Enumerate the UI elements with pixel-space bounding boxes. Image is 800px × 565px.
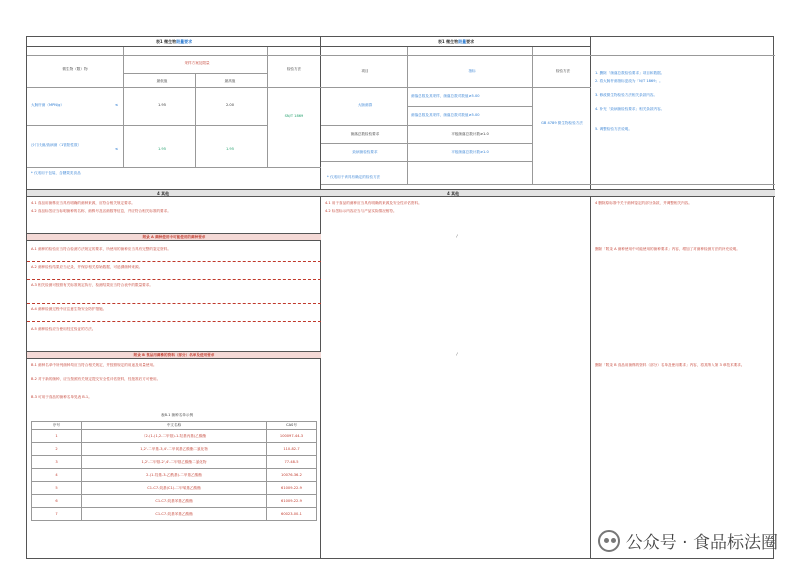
row-name: 1,2'-二甲基-2',4'-二甲基乙酸酯二氯化物: [82, 456, 267, 469]
row-name: 2-(1-羟基-3-乙酰基)-二甲基乙酸酯: [82, 469, 267, 482]
right-method: GB 4789 微生物检验方法: [541, 121, 583, 125]
right-title-blue: 限量: [458, 39, 467, 44]
comparison-sheet: [26, 36, 774, 559]
method-header: 检验方法: [286, 67, 302, 71]
watermark-text: 公众号 · 食品标法圈: [625, 533, 778, 553]
row-cas: 100097-44-3: [267, 430, 317, 443]
right-footnote: * 仅适用于该具有确定的检验方法: [327, 175, 381, 179]
row1-min: 1.95: [157, 103, 166, 107]
table-row: [32, 495, 317, 508]
grid-line: [27, 125, 267, 126]
row-cas: 77-48-5: [267, 456, 317, 469]
row-no: 7: [32, 508, 82, 521]
table-row: [32, 456, 317, 469]
sec4-left-1: 4.1 食品用菌株应当具有明确的菌种来源，应符合相关规定要求。: [31, 201, 135, 205]
row-no: 6: [32, 495, 82, 508]
appendix-b-band: 附录 B 食品用菌株的资料（部分）名单及使用要求: [27, 351, 321, 359]
right-std-header: 指标: [468, 69, 476, 73]
dash-line: [27, 279, 321, 280]
watermark: [598, 528, 778, 553]
row-name: C1-C7-烷基苯基乙酸酯: [82, 508, 267, 521]
appendix-a-band: 附录 A 菌种使用中可能使用的菌种要求: [27, 233, 321, 241]
grid-line: [321, 55, 591, 56]
grid-line: [321, 161, 532, 162]
right-row1-b: 菌落总数及其采样，菌落总数对数值≥5.00: [411, 113, 480, 117]
sec4-right-2: 4.2 标签标示内容应当与产品实际情况相符。: [325, 209, 397, 213]
appA-note: 删除「附录 A 菌种使用中可能使用的菌种要求」内容，增加了对菌种检测方法的补充说明。: [595, 247, 740, 251]
grid-line: [27, 87, 321, 88]
microbe-item-header: 微生物（限）物: [62, 67, 88, 71]
row1-mark: ≤: [115, 103, 119, 107]
note-5: 5. 调整检验方法说明。: [595, 127, 632, 131]
min-header: 最低值: [156, 79, 168, 83]
appA-p2: A.2 菌种检验结果应当记录，并保存相关原始数据，可追溯菌种来源。: [31, 265, 143, 269]
right-row2-value: 平板菌落总数计数≥1.0: [451, 132, 489, 136]
row-cas: 61009-22-9: [267, 495, 317, 508]
note-3: 3. 修改微生物检验方法相关条款内容。: [595, 93, 658, 97]
right-row2-label: 菌落总数检验要求: [350, 132, 380, 136]
row1-max: 2.00: [225, 103, 234, 107]
row-cas: 10076-36-2: [267, 469, 317, 482]
right-row1-a: 菌落总数及其采样，菌落总数对数值≥5.00: [411, 94, 480, 98]
row-no: 3: [32, 456, 82, 469]
row-cas: 110-82-7: [267, 443, 317, 456]
grid-line: [532, 47, 533, 184]
row-name: C1-C7-烷基(C1)-二甲氧基乙酸酯: [82, 482, 267, 495]
left-title-blue: 限量要求: [176, 39, 193, 44]
grid-line: [123, 73, 267, 74]
row2-max: 1.95: [225, 147, 234, 151]
appendix-a-slash: /: [456, 234, 458, 238]
right-row3-label: 致病菌检验要求: [352, 150, 378, 154]
dash-line: [27, 321, 321, 322]
row-name: 1,2'-二甲基-3,4'-二甲氧基乙酸酯二氯化物: [82, 443, 267, 456]
row2-min: 1.95: [157, 147, 166, 151]
sec4-left-2: 4.2 食品标签应当标明菌种的名称、菌株号及活菌数等信息，并应符合相关标准的要求。: [31, 209, 171, 213]
row-cas: 61009-22-9: [267, 482, 317, 495]
grid-line: [321, 125, 532, 126]
grid-line: [591, 55, 775, 56]
left-table-title: [27, 37, 321, 47]
table-b1-title: 表B.1 菌种名单示例: [160, 413, 194, 417]
table-row: [32, 482, 317, 495]
note-4: 4. 补充「致病菌检验要求」相关条款内容。: [595, 107, 665, 111]
appA-p3: A.3 相关检测可按照有关标准规定执行，检测结果应当符合表中的限量要求。: [31, 283, 153, 287]
appB-p1: B.1 菌种名单中所列菌种均应当符合相关规定，并按照规定的用途及用量使用。: [31, 363, 157, 367]
row2-mark: ≤: [115, 147, 119, 151]
row-no: 5: [32, 482, 82, 495]
row-name: C1-C7-烷基苯基乙酸酯: [82, 495, 267, 508]
appA-p1: A.1 菌种的检验应当符合检测方法规定的要求，所使用的菌种应当具有完整的鉴定资料。: [31, 247, 171, 251]
sec4-right-1: 4.1 用于食品的菌种应当具有明确的来源及安全性评估资料。: [325, 201, 422, 205]
grid-line: [321, 184, 775, 185]
species-table: [31, 421, 317, 521]
grid-line: [321, 87, 591, 88]
note-2: 2. 将大肠杆菌指标更改为「N/T 1869」。: [595, 79, 663, 83]
row2-label: 沙门氏菌/致病菌（1管阳性数）: [31, 143, 82, 147]
right-title-text: 表1 微生物: [437, 39, 459, 44]
right-row1-label: 大肠菌群: [357, 103, 373, 107]
col-no-header: 序号: [32, 422, 82, 430]
row-name: （2-(1-(1,2-二甲基)-1-羟基丙基)乙酸酯: [82, 430, 267, 443]
left-title-text: 表1 微生物: [155, 39, 177, 44]
grid-line: [27, 55, 321, 56]
section-4-right-label: 4 其他: [447, 191, 460, 196]
dash-line: [27, 303, 321, 304]
grid-line: [267, 47, 268, 167]
right-title-tail: 要求: [466, 39, 475, 44]
limit-header: 采样方案及限量: [184, 61, 210, 65]
notes-column: [591, 37, 775, 558]
row1-label: 大肠杆菌（MPN/g）: [31, 103, 65, 107]
row1-method: SN/T 1869: [284, 114, 304, 118]
table-row: [32, 443, 317, 456]
right-item-header: 项目: [361, 69, 369, 73]
left-footnote: * 仅适用于包装、含糖果类食品: [31, 171, 81, 175]
row-no: 4: [32, 469, 82, 482]
dash-line: [27, 261, 321, 262]
appB-note: 删除「附录 B 食品用菌株的资料（部分）名单及使用要求」内容，将其纳入第 3 章技术要求。: [595, 363, 745, 367]
right-table-title: [321, 37, 591, 47]
grid-line: [321, 143, 532, 144]
col-name-header: 中文名称: [82, 422, 267, 430]
appB-p2: B.2 对于新的菌种，应当按照有关规定提交安全性评估资料，经批准后方可使用。: [31, 377, 161, 381]
section-4-left-label: 4 其他: [157, 191, 170, 196]
col-cas-header: CAS号: [267, 422, 317, 430]
table-row: [32, 469, 317, 482]
grid-line: [27, 167, 321, 168]
section-4-band: [27, 189, 775, 197]
grid-line: [123, 47, 124, 167]
wechat-icon: [598, 530, 620, 552]
table-row: [32, 430, 317, 443]
appB-p3: B.3 可用于食品的菌种名单见表 B.1。: [31, 395, 92, 399]
table-header-row: [32, 422, 317, 430]
row-cas: 60023-00-1: [267, 508, 317, 521]
appA-p5: A.5 菌种检验应当使用经过验证的方法。: [31, 327, 96, 331]
table-row: [32, 508, 317, 521]
row-no: 1: [32, 430, 82, 443]
appendix-b-slash: /: [456, 352, 458, 356]
row-no: 2: [32, 443, 82, 456]
appA-p4: A.4 菌种检测过程中应注意生物安全防护措施。: [31, 307, 107, 311]
grid-line: [407, 106, 532, 107]
max-header: 最高值: [224, 79, 236, 83]
right-method-header: 检验方法: [555, 69, 571, 73]
sec4-note: 4 删除原标准中关于菌种鉴定的部分条款，并调整相关内容。: [595, 201, 692, 205]
note-1: 1. 删除「菌落总数检验要求」项目和数据。: [595, 71, 665, 75]
grid-line: [407, 47, 408, 184]
right-row3-value: 平板菌落总数计数≥1.0: [451, 150, 489, 154]
